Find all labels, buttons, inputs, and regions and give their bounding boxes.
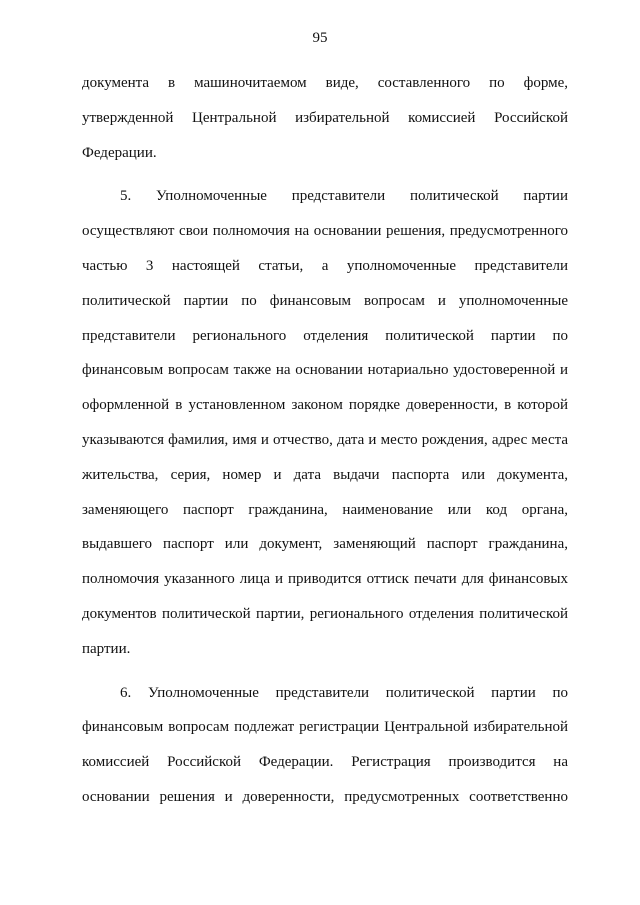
paragraph-continuation: [82, 66, 568, 170]
text-line: заменяющего паспорт гражданина, наименование или код органа,: [82, 501, 568, 518]
paragraph-item-6: [82, 676, 568, 815]
text-line: основании решения и доверенности, предусмотренных соответственно: [82, 788, 568, 805]
text-line: представители регионального отделения политической партии по: [82, 327, 568, 344]
text-line: политической партии по финансовым вопросам и уполномоченные: [82, 292, 568, 309]
document-body: [82, 66, 568, 815]
text-line: выдавшего паспорт или документ, заменяющий паспорт гражданина,: [82, 536, 568, 553]
text-line: документов политической партии, регионального отделения политической: [82, 605, 568, 622]
text-line: частью 3 настоящей статьи, а уполномоченные представители: [82, 257, 568, 274]
text-line: комиссией Российской Федерации. Регистрация производится на: [82, 754, 568, 771]
text-line: 6. Уполномоченные представители политической партии по: [120, 684, 568, 701]
text-line: документа в машиночитаемом виде, составленного по форме,: [82, 75, 568, 91]
text-line: осуществляют свои полномочия на основании решения, предусмотренного: [82, 223, 568, 240]
text-line: Федерации.: [82, 144, 157, 161]
text-line: оформленной в установленном законом порядке доверенности, в которой: [82, 397, 568, 414]
page-number: 95: [312, 30, 328, 46]
text-line: указываются фамилия, имя и отчество, дата и место рождения, адрес места: [82, 431, 568, 448]
paragraph-item-5: [82, 179, 568, 666]
text-line: утвержденной Центральной избирательной комиссией Российской: [82, 109, 568, 126]
text-line: жительства, серия, номер и дата выдачи паспорта или документа,: [82, 466, 568, 483]
text-line: полномочия указанного лица и приводится оттиск печати для финансовых: [82, 571, 568, 588]
text-line: партии.: [82, 640, 131, 657]
text-line: финансовым вопросам также на основании нотариально удостоверенной и: [82, 362, 568, 379]
text-line: финансовым вопросам подлежат регистрации Центральной избирательной: [82, 719, 568, 736]
text-line: 5. Уполномоченные представители политической партии: [120, 188, 568, 205]
